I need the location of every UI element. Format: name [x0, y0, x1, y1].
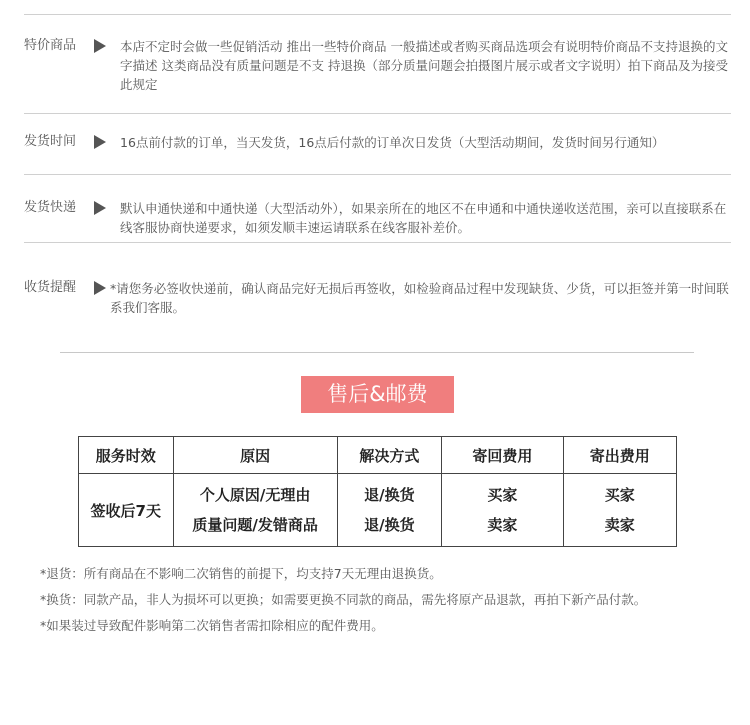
play-arrow-icon — [94, 39, 106, 53]
solution-text: 退/换货 — [364, 516, 415, 534]
policy-text: *请您务必签收快递前，确认商品完好无损后再签收，如检验商品过程中发现缺货、少货，可以拒签并第一时间联系我们客服。 — [110, 281, 729, 315]
section-rule — [24, 242, 731, 243]
policy-text: 默认申通快递和中通快递（大型活动外），如果亲所在的地区不在申通和中通快递收送范围，亲可以直接联系在线客服协商快递要求，如须发顺丰速运请联系在线客服补差价。 — [120, 201, 727, 235]
fee-text: 卖家 — [604, 516, 635, 534]
after-sales-notes — [40, 561, 740, 639]
fee-text: 卖家 — [487, 516, 518, 534]
play-arrow-icon — [94, 201, 106, 215]
section-rule — [24, 113, 731, 114]
table-row — [79, 474, 677, 547]
table-header-row — [79, 437, 677, 474]
table-cell-reasons — [173, 474, 337, 547]
note-return: *退货：所有商品在不影响二次销售的前提下，均支持7天无理由退换货。 — [40, 566, 442, 581]
section-rule-top — [24, 14, 731, 15]
fee-text: 买家 — [487, 486, 518, 504]
table-cell-solutions — [337, 474, 442, 547]
fee-text: 买家 — [604, 486, 635, 504]
table-header-cell: 寄回费用 — [442, 437, 563, 474]
policy-row-courier — [24, 199, 731, 239]
policy-label: 发货快递 — [24, 200, 77, 215]
table-cell-send-fees — [563, 474, 676, 547]
note-accessories: *如果装过导致配件影响第二次销售者需扣除相应的配件费用。 — [40, 618, 384, 633]
policy-row-shipping-time — [24, 133, 731, 155]
table-header-cell: 原因 — [173, 437, 337, 474]
table-header-cell: 解决方式 — [337, 437, 442, 474]
table-cell-period: 签收后7天 — [79, 474, 174, 547]
policy-label: 特价商品 — [24, 38, 77, 53]
solution-text: 退/换货 — [364, 486, 415, 504]
play-arrow-icon — [94, 135, 106, 149]
reason-text: 质量问题/发错商品 — [192, 516, 318, 534]
play-arrow-icon — [94, 281, 106, 295]
policy-text: 16点前付款的订单，当天发货，16点后付款的订单次日发货（大型活动期间，发货时间另行通知） — [120, 135, 665, 150]
policy-label: 发货时间 — [24, 134, 77, 149]
note-exchange: *换货：同款产品，非人为损坏可以更换；如需要更换不同款的商品，需先将原产品退款，再拍下新产品付款。 — [40, 592, 647, 607]
reason-text: 个人原因/无理由 — [199, 486, 311, 504]
policy-text: 本店不定时会做一些促销活动 推出一些特价商品 一般描述或者购买商品选项会有说明特价商品不支持退换的文字描述 这类商品没有质量问题是不支 持退换（部分质量问题会拍摄图片展示或者文字说明）拍下商品及为接受此规定 — [120, 39, 728, 92]
table-header-cell: 寄出费用 — [563, 437, 676, 474]
policy-row-receipt-reminder — [24, 279, 731, 319]
table-header-cell: 服务时效 — [79, 437, 174, 474]
policy-row-special-offer — [24, 37, 731, 97]
table-cell-return-fees — [442, 474, 563, 547]
section-rule — [24, 174, 731, 175]
policy-label: 收货提醒 — [24, 280, 77, 295]
after-sales-banner: 售后&邮费 — [301, 376, 454, 413]
section-divider — [60, 352, 694, 353]
after-sales-table — [78, 436, 677, 547]
